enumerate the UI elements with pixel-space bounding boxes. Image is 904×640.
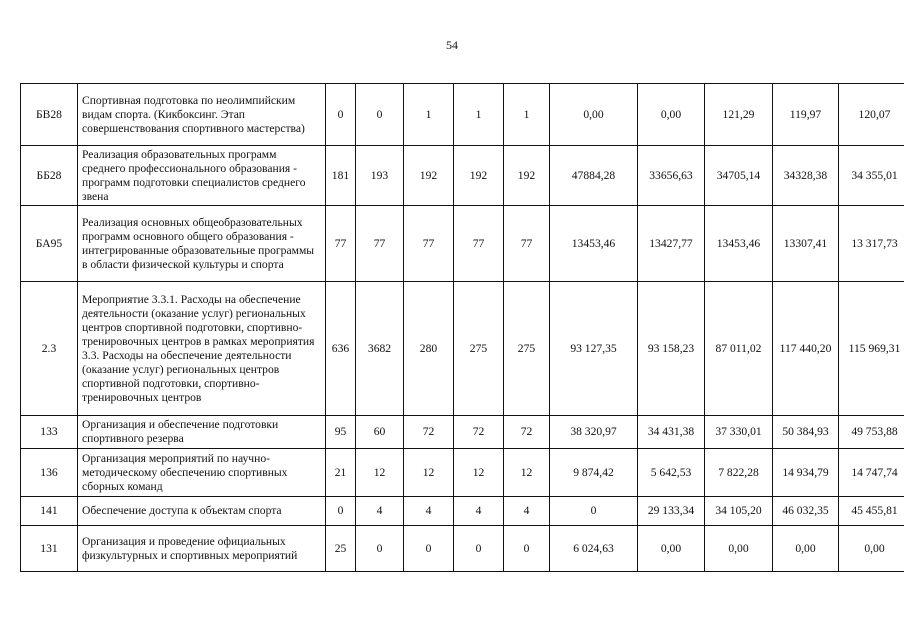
value-cell: 77 (404, 206, 454, 282)
value-cell: 12 (454, 449, 504, 497)
value-cell: 0 (550, 497, 638, 526)
value-cell: 275 (504, 282, 550, 416)
value-cell: 0 (326, 84, 356, 146)
table-row (21, 84, 904, 146)
value-cell: 3682 (356, 282, 404, 416)
value-cell: 117 440,20 (773, 282, 839, 416)
table-row (21, 282, 904, 416)
value-cell: 115 969,31 (839, 282, 904, 416)
value-cell: 5 642,53 (638, 449, 705, 497)
value-cell: 93 127,35 (550, 282, 638, 416)
table-row (21, 449, 904, 497)
row-code: ББ28 (21, 146, 78, 206)
value-cell: 46 032,35 (773, 497, 839, 526)
value-cell: 77 (356, 206, 404, 282)
table-row (21, 146, 904, 206)
value-cell: 13427,77 (638, 206, 705, 282)
value-cell: 72 (454, 416, 504, 449)
value-cell: 95 (326, 416, 356, 449)
table-row (21, 206, 904, 282)
value-cell: 13 317,73 (839, 206, 904, 282)
value-cell: 181 (326, 146, 356, 206)
table-row (21, 526, 904, 572)
value-cell: 7 822,28 (705, 449, 773, 497)
row-description: Обеспечение доступа к объектам спорта (78, 497, 326, 526)
value-cell: 34 105,20 (705, 497, 773, 526)
value-cell: 192 (504, 146, 550, 206)
value-cell: 1 (504, 84, 550, 146)
row-code: БВ28 (21, 84, 78, 146)
value-cell: 0 (454, 526, 504, 572)
value-cell: 34328,38 (773, 146, 839, 206)
value-cell: 45 455,81 (839, 497, 904, 526)
value-cell: 77 (326, 206, 356, 282)
value-cell: 13307,41 (773, 206, 839, 282)
page-number: 54 (446, 38, 458, 52)
value-cell: 34 431,38 (638, 416, 705, 449)
value-cell: 119,97 (773, 84, 839, 146)
value-cell: 0 (326, 497, 356, 526)
row-description: Реализация образовательных программ среднего профессионального образования - программ подготовки специалистов среднего звена (78, 146, 326, 206)
value-cell: 0 (404, 526, 454, 572)
value-cell: 121,29 (705, 84, 773, 146)
value-cell: 280 (404, 282, 454, 416)
value-cell: 29 133,34 (638, 497, 705, 526)
value-cell: 13453,46 (550, 206, 638, 282)
value-cell: 72 (404, 416, 454, 449)
value-cell: 34 355,01 (839, 146, 904, 206)
row-description: Организация и обеспечение подготовки спортивного резерва (78, 416, 326, 449)
row-code: 136 (21, 449, 78, 497)
value-cell: 4 (404, 497, 454, 526)
value-cell: 636 (326, 282, 356, 416)
value-cell: 14 934,79 (773, 449, 839, 497)
row-code: 133 (21, 416, 78, 449)
table-row (21, 416, 904, 449)
value-cell: 37 330,01 (705, 416, 773, 449)
value-cell: 9 874,42 (550, 449, 638, 497)
value-cell: 4 (454, 497, 504, 526)
value-cell: 0,00 (839, 526, 904, 572)
value-cell: 72 (504, 416, 550, 449)
value-cell: 275 (454, 282, 504, 416)
value-cell: 60 (356, 416, 404, 449)
value-cell: 49 753,88 (839, 416, 904, 449)
value-cell: 192 (454, 146, 504, 206)
row-description: Реализация основных общеобразовательных программ основного общего образования - интегрированные образовательные программы в области физической культуры и спорта (78, 206, 326, 282)
value-cell: 77 (504, 206, 550, 282)
row-description: Организация и проведение официальных физкультурных и спортивных мероприятий (78, 526, 326, 572)
value-cell: 192 (404, 146, 454, 206)
value-cell: 33656,63 (638, 146, 705, 206)
row-description: Спортивная подготовка по неолимпийским видам спорта. (Кикбоксинг. Этап совершенствования спортивного мастерства) (78, 84, 326, 146)
value-cell: 1 (454, 84, 504, 146)
row-description: Мероприятие 3.3.1. Расходы на обеспечение деятельности (оказание услуг) региональных центров спортивной подготовки, спортивно-тренировочных центров в рамках мероприятия 3.3. Расходы на обеспечение деятельности (оказание услуг) региональных центров спортивной подготовки, спортивно-тренировочных центров (78, 282, 326, 416)
row-code: 2.3 (21, 282, 78, 416)
value-cell: 25 (326, 526, 356, 572)
value-cell: 12 (356, 449, 404, 497)
row-code: БА95 (21, 206, 78, 282)
value-cell: 93 158,23 (638, 282, 705, 416)
value-cell: 6 024,63 (550, 526, 638, 572)
value-cell: 0,00 (773, 526, 839, 572)
value-cell: 12 (404, 449, 454, 497)
value-cell: 14 747,74 (839, 449, 904, 497)
row-description: Организация мероприятий по научно-методическому обеспечению спортивных сборных команд (78, 449, 326, 497)
value-cell: 87 011,02 (705, 282, 773, 416)
value-cell: 193 (356, 146, 404, 206)
row-code: 131 (21, 526, 78, 572)
value-cell: 4 (356, 497, 404, 526)
value-cell: 0 (356, 526, 404, 572)
value-cell: 120,07 (839, 84, 904, 146)
value-cell: 1 (404, 84, 454, 146)
value-cell: 21 (326, 449, 356, 497)
value-cell: 0,00 (638, 84, 705, 146)
row-code: 141 (21, 497, 78, 526)
value-cell: 34705,14 (705, 146, 773, 206)
value-cell: 77 (454, 206, 504, 282)
value-cell: 0,00 (705, 526, 773, 572)
value-cell: 0 (504, 526, 550, 572)
table-row (21, 497, 904, 526)
value-cell: 4 (504, 497, 550, 526)
value-cell: 47884,28 (550, 146, 638, 206)
value-cell: 12 (504, 449, 550, 497)
data-table (20, 83, 904, 572)
value-cell: 0 (356, 84, 404, 146)
value-cell: 50 384,93 (773, 416, 839, 449)
value-cell: 38 320,97 (550, 416, 638, 449)
value-cell: 0,00 (638, 526, 705, 572)
value-cell: 13453,46 (705, 206, 773, 282)
value-cell: 0,00 (550, 84, 638, 146)
